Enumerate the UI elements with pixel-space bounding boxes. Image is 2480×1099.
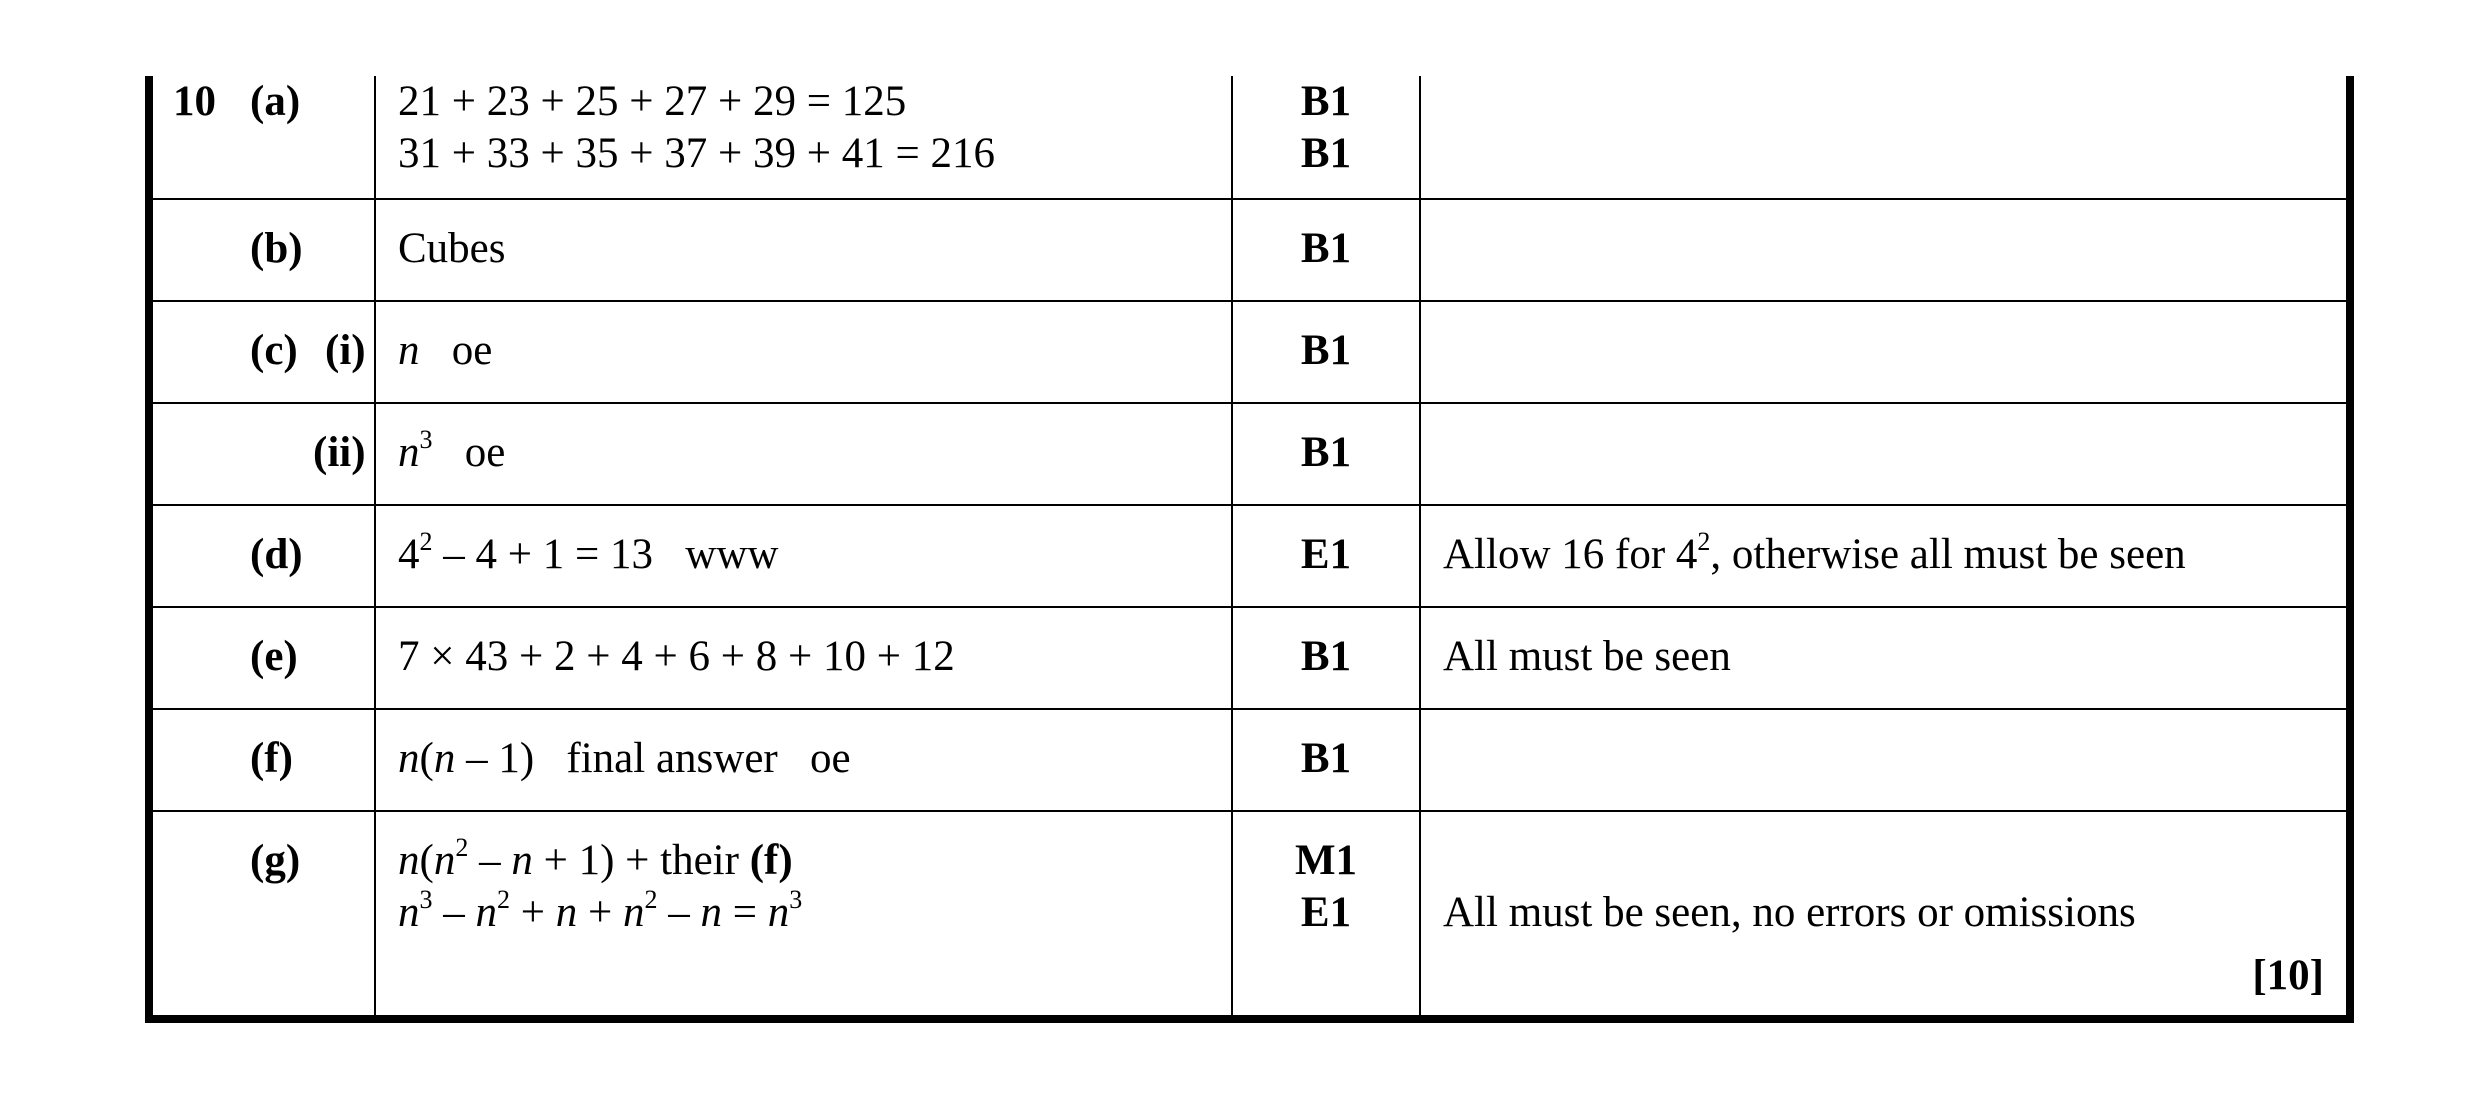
answer-variable: n: [555, 889, 578, 936]
answer-paren: (: [419, 735, 434, 782]
question-cell: [153, 709, 375, 811]
question-cell: [153, 301, 375, 403]
guidance-cell-d: [1420, 505, 2346, 607]
mark-label: B1: [1300, 130, 1352, 177]
answer-variable: n: [398, 735, 420, 782]
answer-rest: + 1) + their: [532, 837, 750, 884]
answer-rest: – 1): [455, 735, 535, 782]
answer-line: 31 + 33 + 35 + 37 + 39 + 41 = 216: [398, 130, 996, 177]
answer-variable: n: [398, 837, 420, 884]
table-row-b: [153, 199, 2346, 301]
question-cell: [153, 199, 375, 301]
question-cell: [153, 607, 375, 709]
answer-cell-e: [375, 607, 1232, 709]
mark-label: E1: [1300, 889, 1352, 936]
answer-variable: n: [700, 889, 723, 936]
mark-label: B1: [1300, 327, 1352, 374]
guidance-exponent: 2: [1697, 527, 1711, 556]
answer-exponent: 2: [419, 527, 433, 556]
marks-cell-b: [1232, 199, 1420, 301]
answer-suffix: final answer: [566, 735, 778, 782]
answer-cell-c-i: [375, 301, 1232, 403]
answer-operator: +: [510, 889, 556, 936]
marks-cell-c-ii: [1232, 403, 1420, 505]
question-cell: [153, 403, 375, 505]
mark-scheme-grid: [153, 76, 2346, 1018]
part-label-d: (d): [250, 531, 303, 578]
guidance-text: , otherwise all must be seen: [1710, 531, 2186, 578]
guidance-cell-a: [1420, 76, 2346, 199]
answer-operator: +: [577, 889, 624, 936]
answer-variable: n: [511, 837, 533, 884]
answer-suffix: oe: [451, 327, 493, 374]
part-label-b: (b): [250, 225, 303, 272]
answer-reference: (f): [749, 837, 793, 884]
answer-variable: n: [398, 429, 420, 476]
answer-paren: (: [419, 837, 434, 884]
table-row-d: [153, 505, 2346, 607]
answer-base: 4: [398, 531, 420, 578]
table-row-c-i: [153, 301, 2346, 403]
answer-cell-b: [375, 199, 1232, 301]
answer-cell-f: [375, 709, 1232, 811]
part-label-f: (f): [250, 735, 293, 782]
guidance-cell-c-i: [1420, 301, 2346, 403]
marks-cell-e: [1232, 607, 1420, 709]
answer-rest: – 4 + 1 = 13: [432, 531, 654, 578]
answer-suffix: www: [685, 531, 779, 578]
answer-line: [398, 835, 1231, 887]
answer-cell-c-ii: [375, 403, 1232, 505]
mark-label: E1: [1300, 531, 1352, 578]
mark-label: B1: [1300, 735, 1352, 782]
table-row-f: [153, 709, 2346, 811]
answer-suffix: oe: [464, 429, 506, 476]
question-cell: [153, 505, 375, 607]
table-row-c-ii: [153, 403, 2346, 505]
answer-operator: –: [468, 837, 512, 884]
answer-variable: n: [475, 889, 497, 936]
answer-cell-a: [375, 76, 1232, 199]
answer-text: 7 × 43 + 2 + 4 + 6 + 8 + 10 + 12: [398, 633, 955, 680]
mark-label: B1: [1300, 225, 1352, 272]
guidance-cell-f: [1420, 709, 2346, 811]
question-cell: [153, 811, 375, 1018]
guidance-cell-c-ii: [1420, 403, 2346, 505]
guidance-cell-g: [1420, 811, 2346, 1018]
mark-scheme-table: [145, 76, 2354, 1023]
part-label-e: (e): [250, 633, 298, 680]
subpart-label-i: (i): [325, 327, 366, 374]
answer-exponent: 2: [644, 885, 658, 914]
marks-cell-f: [1232, 709, 1420, 811]
question-number: 10: [173, 78, 216, 125]
guidance-text: All must be seen, no errors or omissions: [1443, 889, 2136, 936]
guidance-text: Allow 16 for 4: [1443, 531, 1698, 578]
guidance-cell-b: [1420, 199, 2346, 301]
part-label-c: (c): [250, 327, 298, 374]
answer-operator: =: [722, 889, 768, 936]
marks-cell-g: [1232, 811, 1420, 1018]
mark-label: M1: [1294, 837, 1358, 884]
table-row-a: [153, 76, 2346, 199]
table-row-e: [153, 607, 2346, 709]
subpart-label-ii: (ii): [313, 429, 366, 476]
marks-cell-d: [1232, 505, 1420, 607]
answer-suffix: oe: [809, 735, 851, 782]
mark-label: B1: [1300, 633, 1352, 680]
answer-exponent: 2: [497, 885, 510, 914]
mark-label: B1: [1300, 429, 1352, 476]
answer-variable: n: [398, 327, 420, 374]
answer-variable: n: [767, 889, 790, 936]
answer-exponent: 3: [419, 885, 433, 914]
marks-cell-a: [1232, 76, 1420, 199]
answer-variable: n: [433, 837, 456, 884]
answer-exponent: 3: [419, 425, 433, 454]
guidance-text: All must be seen: [1443, 633, 1731, 680]
answer-operator: –: [432, 889, 476, 936]
answer-variable: n: [623, 889, 645, 936]
answer-exponent: 3: [789, 885, 803, 914]
answer-variable: n: [433, 735, 456, 782]
answer-cell-g: [375, 811, 1232, 1018]
question-cell: [153, 76, 375, 199]
answer-text: Cubes: [398, 225, 506, 272]
marks-cell-c-i: [1232, 301, 1420, 403]
answer-line: [398, 887, 1231, 939]
answer-exponent: 2: [455, 833, 469, 862]
guidance-cell-e: [1420, 607, 2346, 709]
part-label-g: (g): [250, 837, 301, 884]
answer-cell-d: [375, 505, 1232, 607]
answer-operator: –: [657, 889, 701, 936]
part-label-a: (a): [250, 78, 301, 125]
table-row-g: [153, 811, 2346, 1018]
answer-variable: n: [398, 889, 420, 936]
total-marks: [10]: [2252, 952, 2324, 999]
mark-label: B1: [1300, 78, 1352, 125]
answer-line: 21 + 23 + 25 + 27 + 29 = 125: [398, 78, 907, 125]
